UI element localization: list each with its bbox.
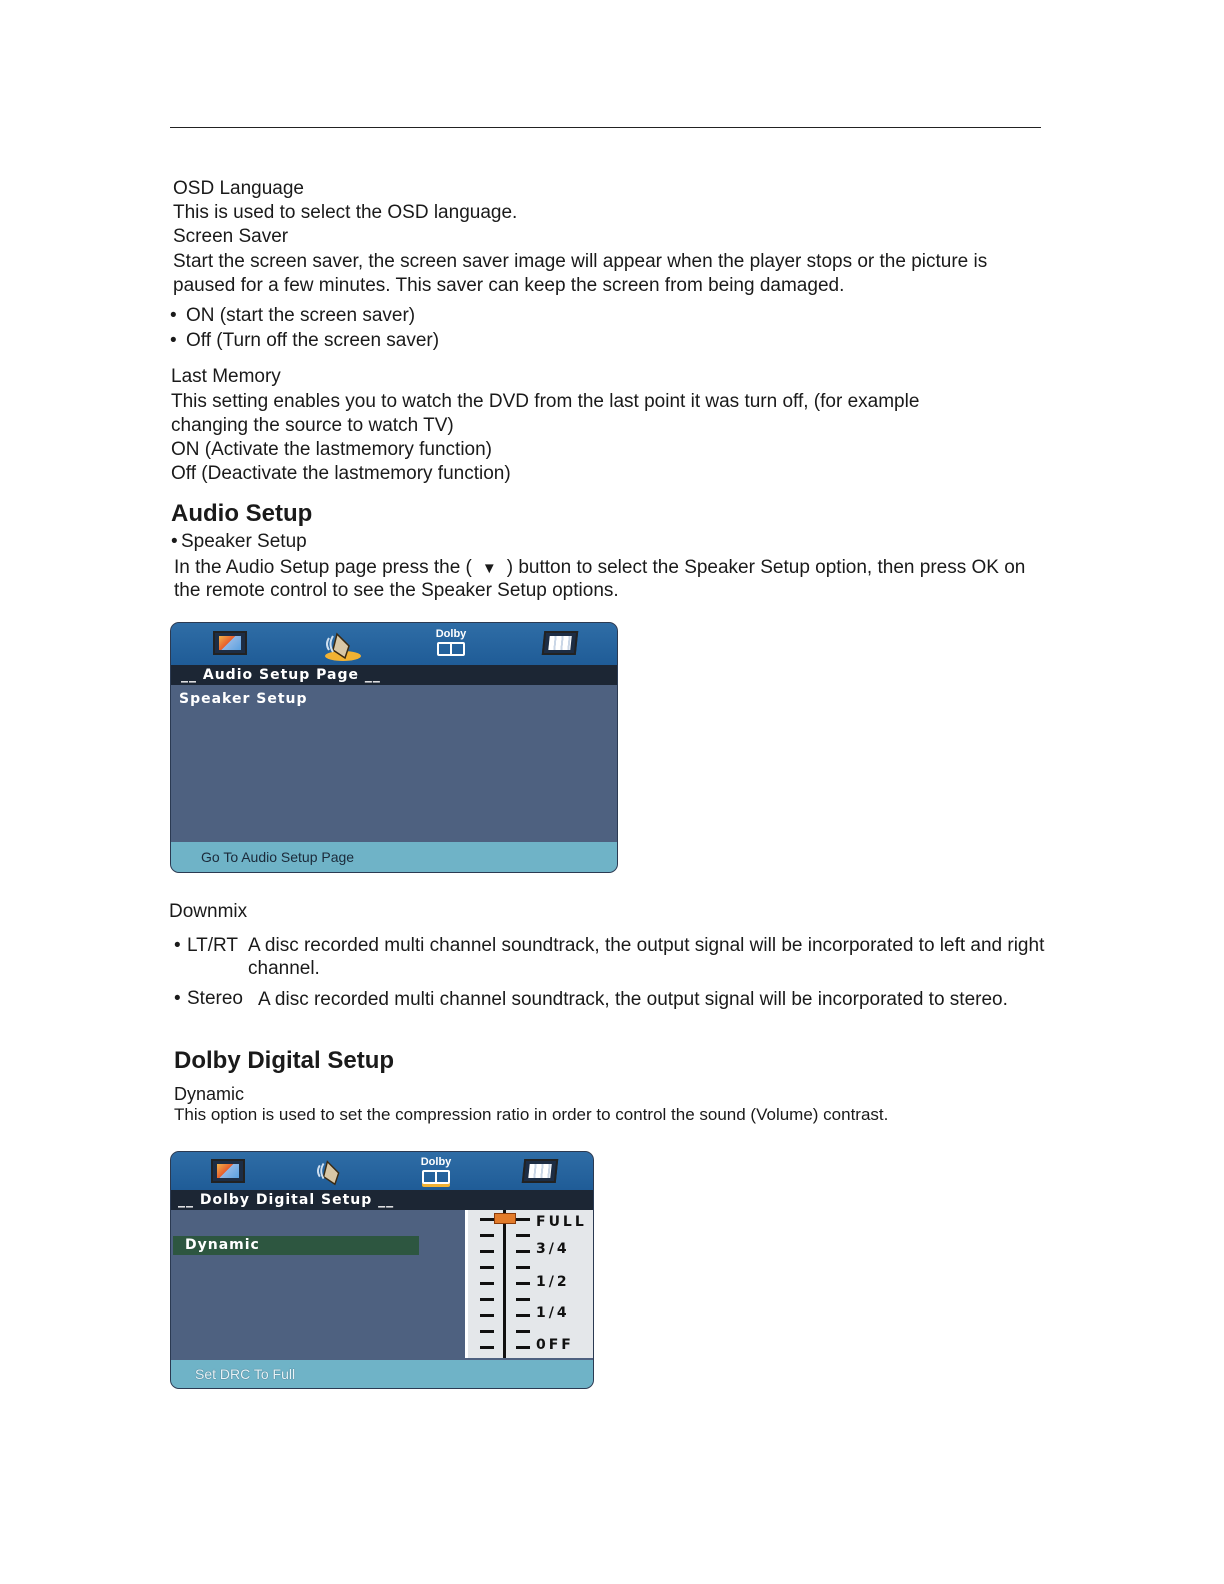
drc-tick-left xyxy=(480,1298,494,1301)
last-memory-off: Off (Deactivate the lastmemory function) xyxy=(171,463,511,484)
osd-footer-status: Go To Audio Setup Page xyxy=(171,842,617,872)
drc-level-1-2[interactable]: 1/2 xyxy=(536,1274,570,1290)
audio-setup-line1: In the Audio Setup page press the ( ▼ ) button to select the Speaker Setup option, then press OK on xyxy=(174,556,1025,581)
drc-tick-right xyxy=(516,1234,530,1237)
drc-tick-left xyxy=(480,1282,494,1285)
drc-tick-right xyxy=(516,1330,530,1333)
last-memory-heading: Last Memory xyxy=(171,366,281,387)
preference-tile-icon[interactable] xyxy=(522,1159,559,1183)
header-rule xyxy=(170,127,1041,128)
drc-level-full[interactable]: FULL xyxy=(536,1214,587,1230)
downmix-stereo-desc: A disc recorded multi channel soundtrack, the output signal will be incorporated to stereo. xyxy=(258,989,1008,1010)
osd-language-heading: OSD Language xyxy=(173,178,304,199)
dolby-icon[interactable]: Dolby xyxy=(429,628,473,656)
downmix-ltrt-line2: channel. xyxy=(248,958,320,979)
dolby-digital-osd-panel xyxy=(170,1151,594,1389)
dolby-icon[interactable]: Dolby xyxy=(414,1156,458,1184)
screen-saver-bullet-off: • Off (Turn off the screen saver) xyxy=(170,330,440,351)
menu-item-speaker-setup[interactable]: Speaker Setup xyxy=(179,691,308,707)
drc-tick-left xyxy=(480,1330,494,1333)
menu-item-dynamic[interactable]: Dynamic xyxy=(173,1236,419,1255)
drc-tick-right xyxy=(516,1282,530,1285)
screen-saver-heading: Screen Saver xyxy=(173,226,289,247)
drc-tick-right xyxy=(516,1266,530,1269)
drc-level-off[interactable]: 0FF xyxy=(536,1337,574,1353)
drc-tick-right xyxy=(516,1298,530,1301)
down-triangle-icon: ▼ xyxy=(481,560,497,577)
dolby-digital-sub: Dynamic xyxy=(174,1084,245,1104)
last-memory-on: ON (Activate the lastmemory function) xyxy=(171,439,492,460)
downmix-heading: Downmix xyxy=(169,901,248,922)
preference-tile-icon[interactable] xyxy=(542,631,579,655)
dolby-digital-heading: Dolby Digital Setup xyxy=(174,1047,395,1074)
screen-saver-bullet-on: • ON (start the screen saver) xyxy=(170,305,416,326)
last-memory-line1: This setting enables you to watch the DVD from the last point it was turn off, (for example xyxy=(171,391,920,412)
osd-language-desc: This is used to select the OSD language. xyxy=(173,202,518,223)
osd-footer-status: Set DRC To Full xyxy=(171,1360,593,1388)
osd-page-title: __ Audio Setup Page __ xyxy=(171,665,617,685)
drc-tick-left xyxy=(480,1234,494,1237)
drc-tick-left xyxy=(480,1314,494,1317)
drc-level-3-4[interactable]: 3/4 xyxy=(536,1241,570,1257)
drc-level-1-4[interactable]: 1/4 xyxy=(536,1305,570,1321)
downmix-ltrt-line1: A disc recorded multi channel soundtrack, the output signal will be incorporated to left and right xyxy=(248,935,1045,956)
downmix-stereo-term: • Stereo xyxy=(174,988,243,1009)
audio-setup-heading: Audio Setup xyxy=(171,500,313,527)
audio-setup-bullet: • Speaker Setup xyxy=(171,531,307,552)
general-setup-tile-icon[interactable] xyxy=(213,631,247,655)
speaker-icon[interactable] xyxy=(323,628,363,662)
drc-slider-axis xyxy=(503,1210,506,1358)
last-memory-line2: changing the source to watch TV) xyxy=(171,415,454,436)
screen-saver-line1: Start the screen saver, the screen saver image will appear when the player stops or the picture is xyxy=(173,251,988,272)
audio-setup-osd-panel xyxy=(170,622,618,873)
drc-tick-left xyxy=(480,1250,494,1253)
drc-level-slider[interactable] xyxy=(465,1210,594,1358)
osd-page-title: __ Dolby Digital Setup __ xyxy=(171,1190,593,1210)
general-setup-tile-icon[interactable] xyxy=(211,1159,245,1183)
downmix-ltrt-term: • LT/RT xyxy=(174,935,239,956)
osd-icon-bar xyxy=(171,1152,593,1190)
osd-icon-bar xyxy=(171,623,617,665)
drc-tick-left xyxy=(480,1218,494,1221)
drc-tick-right xyxy=(516,1250,530,1253)
audio-setup-line2: the remote control to see the Speaker Setup options. xyxy=(174,580,619,601)
drc-tick-left xyxy=(480,1266,494,1269)
drc-tick-left xyxy=(480,1346,494,1349)
screen-saver-line2: paused for a few minutes. This saver can keep the screen from being damaged. xyxy=(173,275,845,296)
drc-tick-right xyxy=(516,1314,530,1317)
drc-slider-knob[interactable] xyxy=(494,1213,516,1224)
dolby-digital-desc: This option is used to set the compression ratio in order to control the sound (Volume) contrast. xyxy=(174,1105,889,1124)
drc-tick-right xyxy=(516,1218,530,1221)
drc-tick-right xyxy=(516,1346,530,1349)
speaker-icon[interactable] xyxy=(313,1156,353,1188)
